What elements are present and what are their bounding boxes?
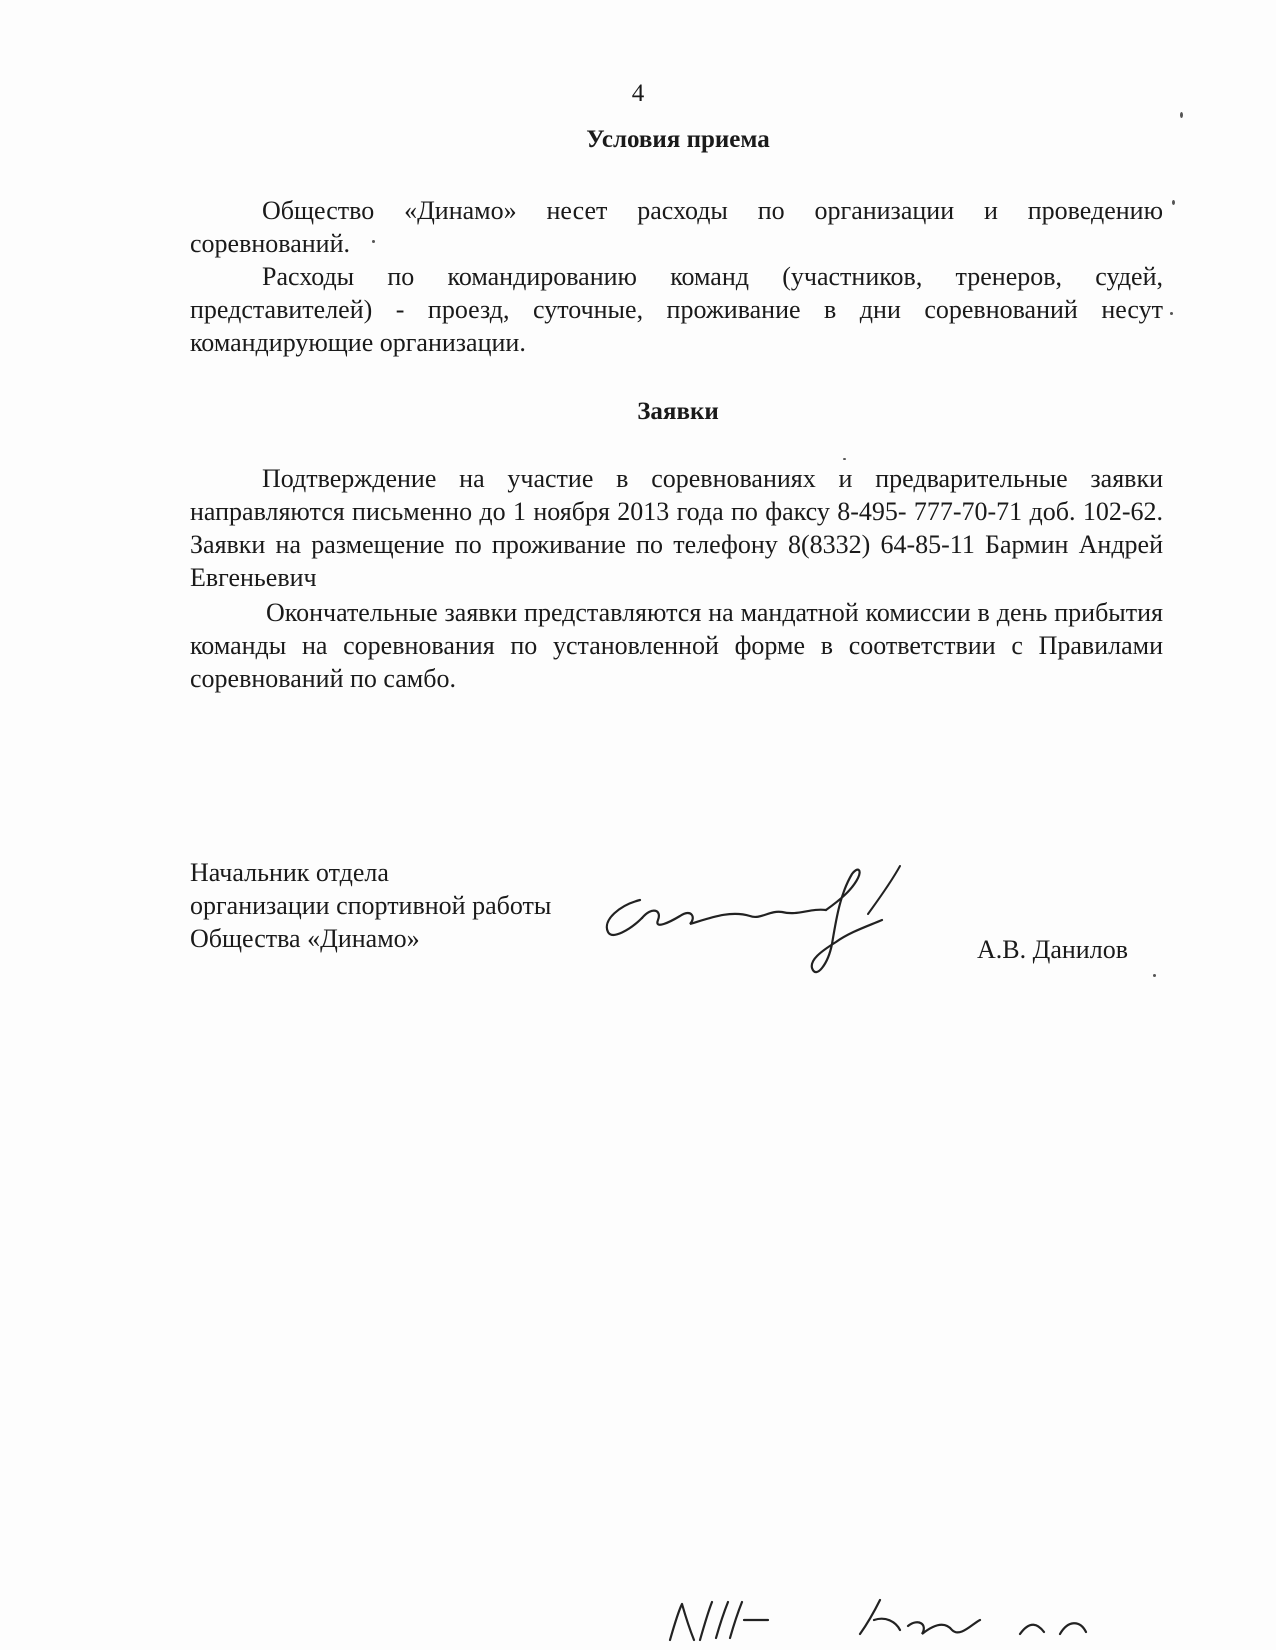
- signer-title: [190, 856, 551, 955]
- signer-title-line: организации спортивной работы: [190, 891, 552, 920]
- handwritten-note: [660, 1590, 1140, 1650]
- paragraph-expenses: Общество «Динамо» несет расходы по организации и проведению соревнований.: [190, 196, 1163, 258]
- section-heading-applications: Заявки: [637, 398, 719, 425]
- page-number: 4: [631, 80, 645, 107]
- scan-speck: [372, 240, 375, 243]
- section-heading-conditions: Условия приема: [586, 126, 770, 153]
- signer-name: А.В. Данилов: [977, 935, 1128, 964]
- handwritten-signature: [600, 860, 960, 1010]
- scan-speck: [843, 458, 846, 460]
- scan-speck: [1180, 112, 1183, 118]
- paragraph-travel-expenses: Расходы по командированию команд (участников, тренеров, судей, представителей) - проезд, суточные, проживание в дни соревнований несут командирующие организации.: [190, 262, 1163, 357]
- scan-speck: [1172, 200, 1175, 205]
- signer-title-line: Общества «Динамо»: [190, 924, 420, 953]
- paragraph-preliminary-applications: Подтверждение на участие в соревнованиях и предварительные заявки направляются письменно до 1 ноября 2013 года по факсу 8-495- 777-70-71 доб. 102-62. Заявки на размещение по проживание по телефону 8(8332) 64-85-11 Бармин Андрей Евгеньевич: [190, 464, 1163, 592]
- scan-speck: [1170, 312, 1173, 315]
- signer-title-line: Начальник отдела: [190, 858, 389, 887]
- paragraph-final-applications: Окончательные заявки представляются на мандатной комиссии в день прибытия команды на соревнования по установленной форме в соответствии с Правилами соревнований по самбо.: [190, 598, 1163, 693]
- scan-speck: [1153, 974, 1156, 977]
